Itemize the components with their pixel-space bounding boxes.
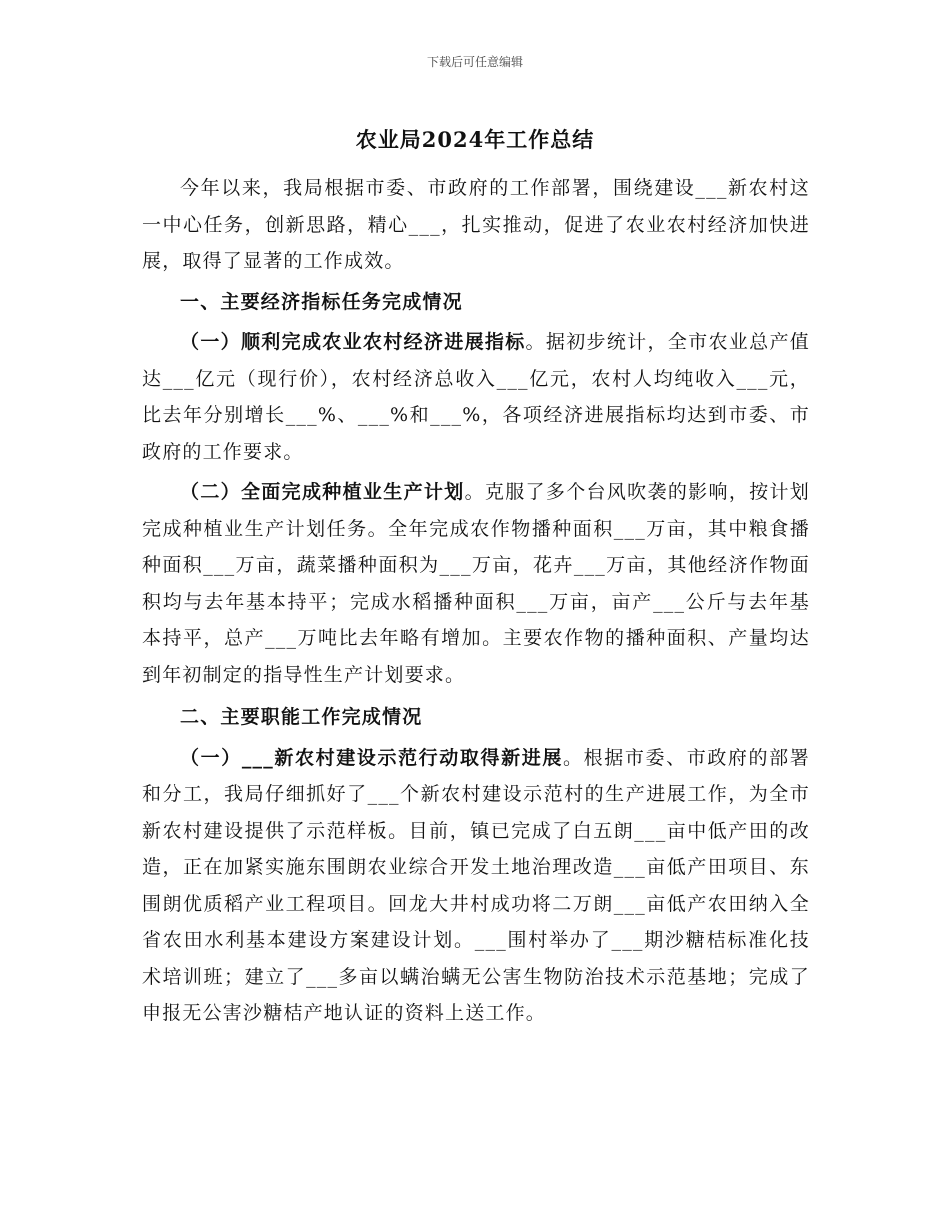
section-1-item-1 bbox=[142, 324, 810, 470]
document-title: 农业局2024年工作总结 bbox=[355, 127, 595, 152]
section-2-heading: 二、主要职能工作完成情况 bbox=[180, 706, 423, 728]
section-1-item-2-lead: （二）全面完成种植业生产计划 bbox=[180, 481, 465, 503]
intro-paragraph: 今年以来，我局根据市委、市政府的工作部署，围绕建设___新农村这一中心任务，创新思路，精心___，扎实推动，促进了农业农村经济加快进展，取得了显著的工作成效。 bbox=[142, 177, 810, 272]
section-1-heading: 一、主要经济指标任务完成情况 bbox=[180, 290, 463, 313]
section-1-item-1-body: 。据初步统计，全市农业总产值达___亿元（现行价），农村经济总收入___亿元，农村人均纯收入___元，比去年分别增长___%、___%和___%，各项经济进展指标均达到市委、市政府的工作要求。 bbox=[142, 331, 810, 463]
section-1-item-2 bbox=[142, 474, 810, 693]
section-1-item-1-lead: （一）顺利完成农业农村经济进展指标 bbox=[180, 331, 526, 353]
section-2-item-1 bbox=[142, 740, 810, 1032]
section-2-item-1-lead: （一）___新农村建设示范行动取得新进展 bbox=[180, 746, 563, 769]
section-2-item-1-body: 。根据市委、市政府的部署和分工，我局仔细抓好了___个新农村建设示范村的生产进展工作，为全市新农村建设提供了示范样板。目前，镇已完成了白五朗___亩中低产田的改造，正在加紧实施东围朗农业综合开发土地治理改造___亩低产田项目、东围朗优质稻产业工程项目。回龙大井村成功将二万朗___亩低产农田纳入全省农田水利基本建设方案建设计划。___围村举办了___期沙糖桔标准化技术培训班；建立了___多亩以螨治螨无公害生物防治技术示范基地；完成了申报无公害沙糖桔产地认证的资料上送工作。 bbox=[142, 746, 810, 1024]
document-body bbox=[142, 170, 810, 1032]
header-note: 下载后可任意编辑 bbox=[426, 55, 523, 69]
section-1-item-2-body: 。克服了多个台风吹袭的影响，按计划完成种植业生产计划任务。全年完成农作物播种面积___万亩，其中粮食播种面积___万亩，蔬菜播种面积为___万亩，花卉___万亩，其他经济作物面积均与去年基本持平；完成水稻播种面积___万亩，亩产___公斤与去年基本持平，总产___万吨比去年略有增加。主要农作物的播种面积、产量均达到年初制定的指导性生产计划要求。 bbox=[142, 481, 810, 686]
